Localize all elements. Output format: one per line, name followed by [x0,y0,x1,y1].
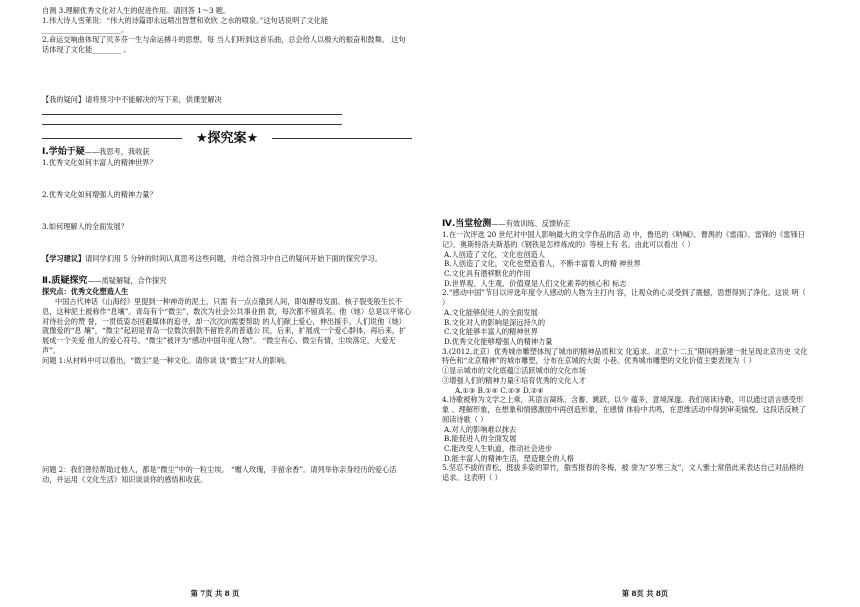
quiz-q4-option: A.对人的影响难以抹去 [444,424,517,434]
study-tip-label: 【学习建议】 [42,253,86,263]
quiz-q2-stem: 2.“感动中国”节目以评选年度令人感动的人物为主打内 容，让观众的心灵受到了震撼，思想得到了净化。这说 明（ ） [442,288,806,308]
quiz-q4-stem: 4.诗歌被称为文学之上乘，其语言凝练、含蓄、跳跃，以少 蕴多，意境深邃。我们阅读诗歌，可以通过语言感受形 象 、理解形象，在想象和情感激励中再创造形象，在感情 体验中共鸣，在思维活动中得到审美愉悦。这段话反映了阅读诗歌（ ） [442,395,806,424]
section-4-heading [442,218,808,230]
section-1-subtitle: ——我思考，我收获 [84,147,150,157]
s1-question-1: 1.优秀文化如何丰富人的精神世界？ [42,158,157,168]
quiz-q3-choices: A.①③ B.①④ C.②③ D.②④ [454,385,544,395]
page-footer-right: 第 8页 共 8页 [621,589,669,598]
quiz-q1-option: A.人创造了文化，文化也创造人 [444,249,545,259]
quiz-q4-option: D.能丰富人的精神生活，塑造健全的人格 [444,453,574,463]
section-2-label: Ⅱ.质疑探究 [42,276,88,287]
quiz-q4-option: C.能改变人生轨道，推动社会进步 [444,443,553,453]
study-tip [42,254,412,264]
right-column [442,218,808,483]
quiz-q3-item: ③增强人们的精神力量④培育优秀的文化人才 [442,375,586,385]
section-title-row [42,130,412,146]
self-test-q1-blank: ______________________。 [42,25,129,35]
quiz-q2-option: C.文化能够丰富人的精神世界 [444,327,538,337]
title-divider-right [272,138,412,139]
material-paragraph: 中国古代神话《山海经》里提到一种神奇的泥土，只需 有一点点撒到人间，即如酵母发面、核子裂变般生长不息，这种泥土被称作“息壤”。青岛有个“微尘”，数次为社会公共事业捐 款，每次都不留真名。他（她）总是以平常心对待社会的赞 誉，一贯低姿态回避媒体的追寻，却一次次向需要帮助 的人们献上爱心，伸出援手。人们说他（她）就像爱的“息 壤”，“微尘”起初是青岛一位数次捐款不留姓名的普通公 民，后来，扩展成一个爱心群体，再后来，扩展成一个关爱 他人的爱心符号。“微尘”被评为“感动中国年度人物”。 “微尘有心，微尘有情，尘埃落定，大爱无声”。 [42,297,412,355]
problem-1: 问题 1:从材料中可以看出，“微尘”是一种文化。请你谈 谈“微尘”对人的影响。 [42,355,292,365]
quiz-q5-stem: 5.坚忍不拔的青松，挺拔多姿的翠竹，傲雪报春的冬梅，被 誉为“岁寒三友”，文人雅士常借此来表达自己对品格的 追求。这表明（ ） [442,463,804,483]
quiz-q3-stem: 3.(2012,北京）优秀城市雕塑体现了城市的精神品质和文 化追求。北京“十二五”期间将新建一批呈现北京历史 文化特色和“北京精神”的城市雕塑，分布在京城的大街 小巷。优秀城市雕塑的文化价值主要表现为（ ） [442,346,808,366]
quiz-q3-item: ①显示城市的文化底蕴②活跃城市的文化市场 [442,366,586,376]
s1-question-3: 3.如何理解人的全面发展？ [42,221,128,231]
self-test-q1: 1.伟大诗人雪莱说：“伟大的诗篇即永远喷出智慧和欢欣 之水的喷泉。”这句话说明了文化能 [42,15,329,25]
quiz-q1-option: D.世界观、人生观、价值观是人们文化素养的核心和 标志 [444,278,627,288]
section-2-subtitle: ——质疑解疑，合作探究 [87,276,167,286]
problem-2: 问题 2：我们曾经帮助过他人，都是“微尘”中的一粒尘埃。 “赠人玫瑰，手留余香”。请列举你亲身经历的爱心活 动，并运用《文化生活》知识谈谈你的感悟和收获。 [42,465,397,484]
answer-line [42,114,342,115]
answer-line [42,124,342,125]
explore-point: 探究点：优秀文化塑造人生 [42,287,129,297]
quiz-q2-option: D.优秀文化能够增强人的精神力量 [444,337,553,347]
quiz-q4-option: B.能促进人的全面发展 [444,434,517,444]
section-1-heading [42,146,412,158]
section-4-label: Ⅳ.当堂检测 [442,219,492,229]
section-1-label: Ⅰ.学始于疑 [42,147,85,158]
page-footer-left: 第 7页 共 8 页 [190,589,240,598]
my-doubt: 【我的疑问】请将预习中不能解决的写下来，供课堂解决 [42,94,222,104]
self-test-intro: 自测 3.理解优秀文化对人生的促进作用。请回答 1～3 题。 [42,6,231,15]
section-2-heading [42,275,412,287]
page-title: ★探究案★ [195,131,259,147]
quiz-q2-option: A.文化能够促进人的全面发展 [444,307,538,317]
quiz-q1-option: B.人创造了文化，文化也塑造着人，不断丰富着人的精 神世界 [444,259,641,269]
s1-question-2: 2.优秀文化如何增强人的精神力量？ [42,190,157,200]
quiz-q1-option: C.文化具有潜移默化的作用 [444,269,531,279]
quiz-q2-option: B.文化对人的影响是深远持久的 [444,317,546,327]
quiz-q1-stem: 1.在一次评选 20 世纪对中国人影响最大的文学作品的活 动 中，鲁迅的《呐喊》、曹禺的《雷雨》、雷锋的《雷锋日 记》、奥斯特洛夫斯基的《钢铁是怎样炼成的》等榜上有 名。由此可以看出（ ） [442,230,805,249]
left-column [42,6,412,485]
self-test-q2: 2.命运交响曲体现了贝多芬一生与命运搏斗的思想。每 当人们听到这首乐曲，总会给人以极大的振奋和鼓舞。 这句话体现了文化能________ 。 [42,35,406,54]
study-tip-text: 请同学们用 5 分钟的时间认真思考这些问题，并结合预习中自己的疑问开始下面的探究学习。 [85,253,382,263]
right-page [430,0,860,607]
section-4-subtitle: ——有效训练、反馈矫正 [491,219,571,228]
